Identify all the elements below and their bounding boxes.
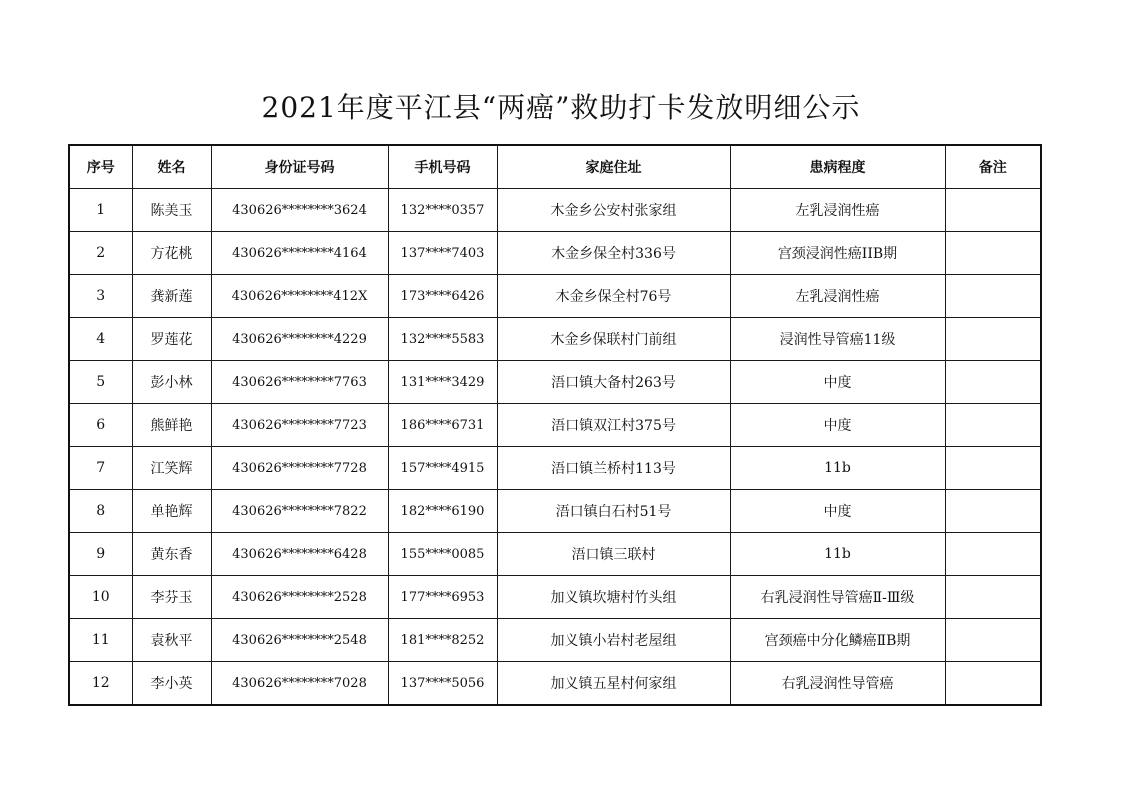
table-row [69,662,1041,706]
table-row [69,404,1041,447]
column-header-id: 身份证号码 [211,145,388,189]
cell-remark [945,232,1041,275]
cell-no: 12 [69,662,132,706]
cell-no: 7 [69,447,132,490]
cell-address: 木金乡公安村张家组 [497,189,730,232]
cell-illness: 右乳浸润性导管癌Ⅱ-Ⅲ级 [730,576,945,619]
cell-illness: 左乳浸润性癌 [730,275,945,318]
cell-remark [945,490,1041,533]
cell-remark [945,361,1041,404]
cell-name: 罗莲花 [132,318,211,361]
cell-name: 龚新莲 [132,275,211,318]
table-row [69,275,1041,318]
table-row [69,318,1041,361]
cell-no: 6 [69,404,132,447]
cell-id: 430626********7728 [211,447,388,490]
cell-phone: 155****0085 [388,533,497,576]
column-header-phone: 手机号码 [388,145,497,189]
cell-name: 彭小林 [132,361,211,404]
cell-illness: 11b [730,533,945,576]
cell-phone: 182****6190 [388,490,497,533]
cell-remark [945,404,1041,447]
cell-name: 单艳辉 [132,490,211,533]
cell-phone: 157****4915 [388,447,497,490]
column-header-no: 序号 [69,145,132,189]
cell-id: 430626********3624 [211,189,388,232]
cell-no: 9 [69,533,132,576]
cell-illness: 中度 [730,490,945,533]
cell-phone: 132****5583 [388,318,497,361]
cell-name: 袁秋平 [132,619,211,662]
cell-id: 430626********2548 [211,619,388,662]
column-header-remark: 备注 [945,145,1041,189]
cell-address: 加义镇坎塘村竹头组 [497,576,730,619]
cell-no: 10 [69,576,132,619]
cell-phone: 131****3429 [388,361,497,404]
cell-id: 430626********412X [211,275,388,318]
cell-id: 430626********7763 [211,361,388,404]
cell-address: 浯口镇大备村263号 [497,361,730,404]
cell-name: 黄东香 [132,533,211,576]
table-header-row [69,145,1041,189]
cell-no: 11 [69,619,132,662]
cell-address: 浯口镇三联村 [497,533,730,576]
cell-address: 木金乡保联村门前组 [497,318,730,361]
cell-name: 方花桃 [132,232,211,275]
cell-remark [945,318,1041,361]
table-row [69,447,1041,490]
cell-id: 430626********4164 [211,232,388,275]
cell-no: 3 [69,275,132,318]
cell-no: 8 [69,490,132,533]
cell-remark [945,662,1041,706]
column-header-name: 姓名 [132,145,211,189]
table-row [69,533,1041,576]
page-title: 2021年度平江县“两癌”救助打卡发放明细公示 [261,91,861,124]
cell-phone: 177****6953 [388,576,497,619]
cell-phone: 132****0357 [388,189,497,232]
cell-address: 加义镇小岩村老屋组 [497,619,730,662]
cell-illness: 11b [730,447,945,490]
cell-phone: 137****7403 [388,232,497,275]
cell-phone: 173****6426 [388,275,497,318]
cell-phone: 186****6731 [388,404,497,447]
cell-id: 430626********7723 [211,404,388,447]
cell-phone: 137****5056 [388,662,497,706]
cell-remark [945,619,1041,662]
cell-illness: 宫颈癌中分化鳞癌ⅡB期 [730,619,945,662]
table-row [69,490,1041,533]
table-row [69,189,1041,232]
cell-name: 熊鲜艳 [132,404,211,447]
cell-address: 加义镇五星村何家组 [497,662,730,706]
cell-address: 木金乡保全村336号 [497,232,730,275]
column-header-illness: 患病程度 [730,145,945,189]
cell-illness: 右乳浸润性导管癌 [730,662,945,706]
column-header-address: 家庭住址 [497,145,730,189]
table-row [69,619,1041,662]
table-row [69,232,1041,275]
table-row [69,361,1041,404]
cell-illness: 中度 [730,361,945,404]
cell-remark [945,447,1041,490]
cell-name: 江笑辉 [132,447,211,490]
cell-name: 李小英 [132,662,211,706]
cell-illness: 宫颈浸润性癌IIB期 [730,232,945,275]
cell-illness: 左乳浸润性癌 [730,189,945,232]
cell-illness: 浸润性导管癌11级 [730,318,945,361]
cell-name: 李芬玉 [132,576,211,619]
cell-no: 1 [69,189,132,232]
cell-id: 430626********6428 [211,533,388,576]
table-row [69,576,1041,619]
cell-id: 430626********7028 [211,662,388,706]
cell-address: 浯口镇兰桥村113号 [497,447,730,490]
cell-id: 430626********7822 [211,490,388,533]
cell-id: 430626********4229 [211,318,388,361]
cell-address: 浯口镇双江村375号 [497,404,730,447]
cell-illness: 中度 [730,404,945,447]
cell-name: 陈美玉 [132,189,211,232]
cell-id: 430626********2528 [211,576,388,619]
cell-remark [945,275,1041,318]
detail-table [68,144,1042,706]
cell-phone: 181****8252 [388,619,497,662]
cell-address: 木金乡保全村76号 [497,275,730,318]
cell-no: 2 [69,232,132,275]
cell-no: 5 [69,361,132,404]
cell-remark [945,576,1041,619]
cell-address: 浯口镇白石村51号 [497,490,730,533]
cell-remark [945,189,1041,232]
cell-remark [945,533,1041,576]
cell-no: 4 [69,318,132,361]
